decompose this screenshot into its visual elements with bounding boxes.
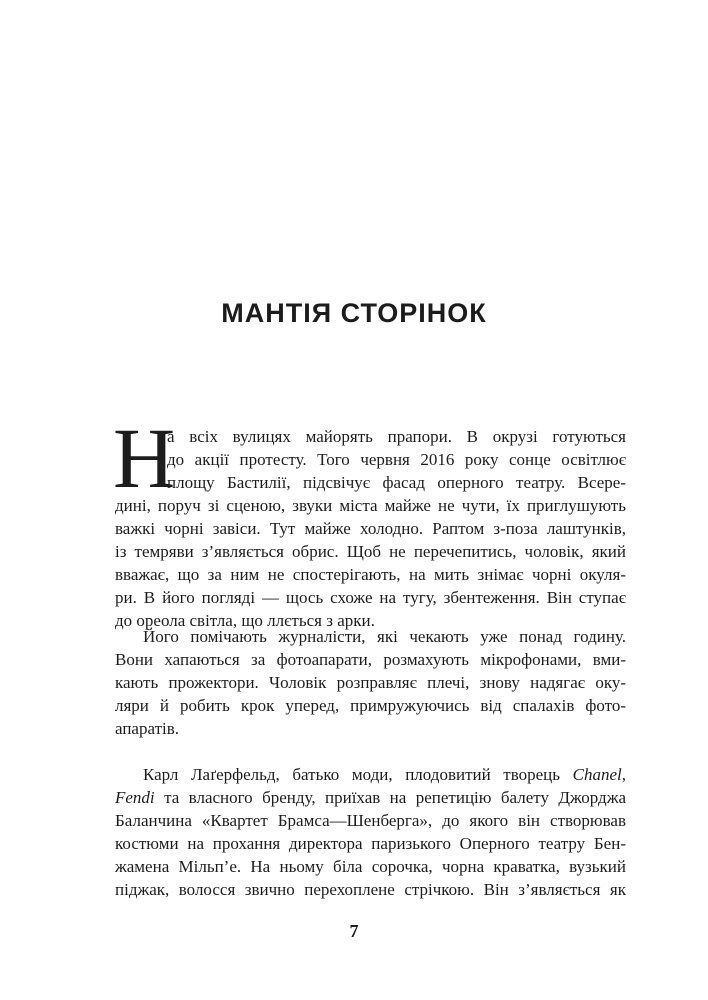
paragraph-line: апаратів. [115,719,179,738]
paragraph-3 [115,764,626,904]
line-text: та власного бренду, приїхав на репетицію балету Джорджа [154,788,626,807]
paragraph-line: ри. В його погляді — щось схоже на тугу, збентеження. Він ступає [115,588,626,607]
paragraph-line: Його помічають журналісти, які чекають уже понад годину. [143,627,626,646]
brand-name-fendi: Fendi [115,788,155,807]
paragraph-1 [115,426,626,630]
paragraph-line: вважає, що за ним не спостерігають, на мить знімає чорні окуля- [115,565,626,584]
page-number: 7 [349,921,359,941]
paragraph-line: до ореола світла, що ллється з арки. [115,611,375,630]
paragraph-line: до акції протесту. Того червня 2016 року сонце освітлює [167,450,626,469]
paragraph-line: піджак, волосся звично перехоплене стрічкою. Він з’являється як [115,880,626,899]
line-text: , [621,765,626,784]
brand-name-chanel: Chanel [572,765,622,784]
paragraph-line: кають прожектори. Чоловік розправляє плечі, знову надягає оку- [115,673,626,692]
paragraph-line: жамена Мільп’е. На ньому біла сорочка, чорна краватка, вузький [115,857,626,876]
chapter-title: МАНТІЯ СТОРІНОК [221,298,487,328]
paragraph-line: дині, поруч зі сценою, звуки міста майже не чути, їх приглушують [115,496,626,515]
paragraph-line: із темряви з’являється обрис. Щоб не перечепитись, чоловік, який [115,542,626,561]
paragraph-line: а всіх вулицях майорять прапори. В окрузі готуються [167,427,626,446]
paragraph-2 [115,626,626,746]
line-text: Карл Лаґерфельд, батько моди, плодовитий творець [143,765,573,784]
paragraph-line [143,764,626,786]
drop-cap: Н [113,410,176,506]
paragraph-line: важкі чорні завіси. Тут майже холодно. Раптом з-поза лаштунків, [115,519,626,538]
paragraph-line: Вони хапаються за фотоапарати, розмахують мікрофонами, вми- [115,650,626,669]
paragraph-line: костюми на прохання директора паризького Оперного театру Бен- [115,834,626,853]
paragraph-line [115,787,626,809]
paragraph-line: Баланчина «Квартет Брамса—Шенберга», до якого він створював [115,811,626,830]
paragraph-line: ляри й робить крок уперед, примружуючись від спалахів фото- [115,696,626,715]
paragraph-line: площу Бастилії, підсвічує фасад оперного театру. Всере- [167,473,626,492]
